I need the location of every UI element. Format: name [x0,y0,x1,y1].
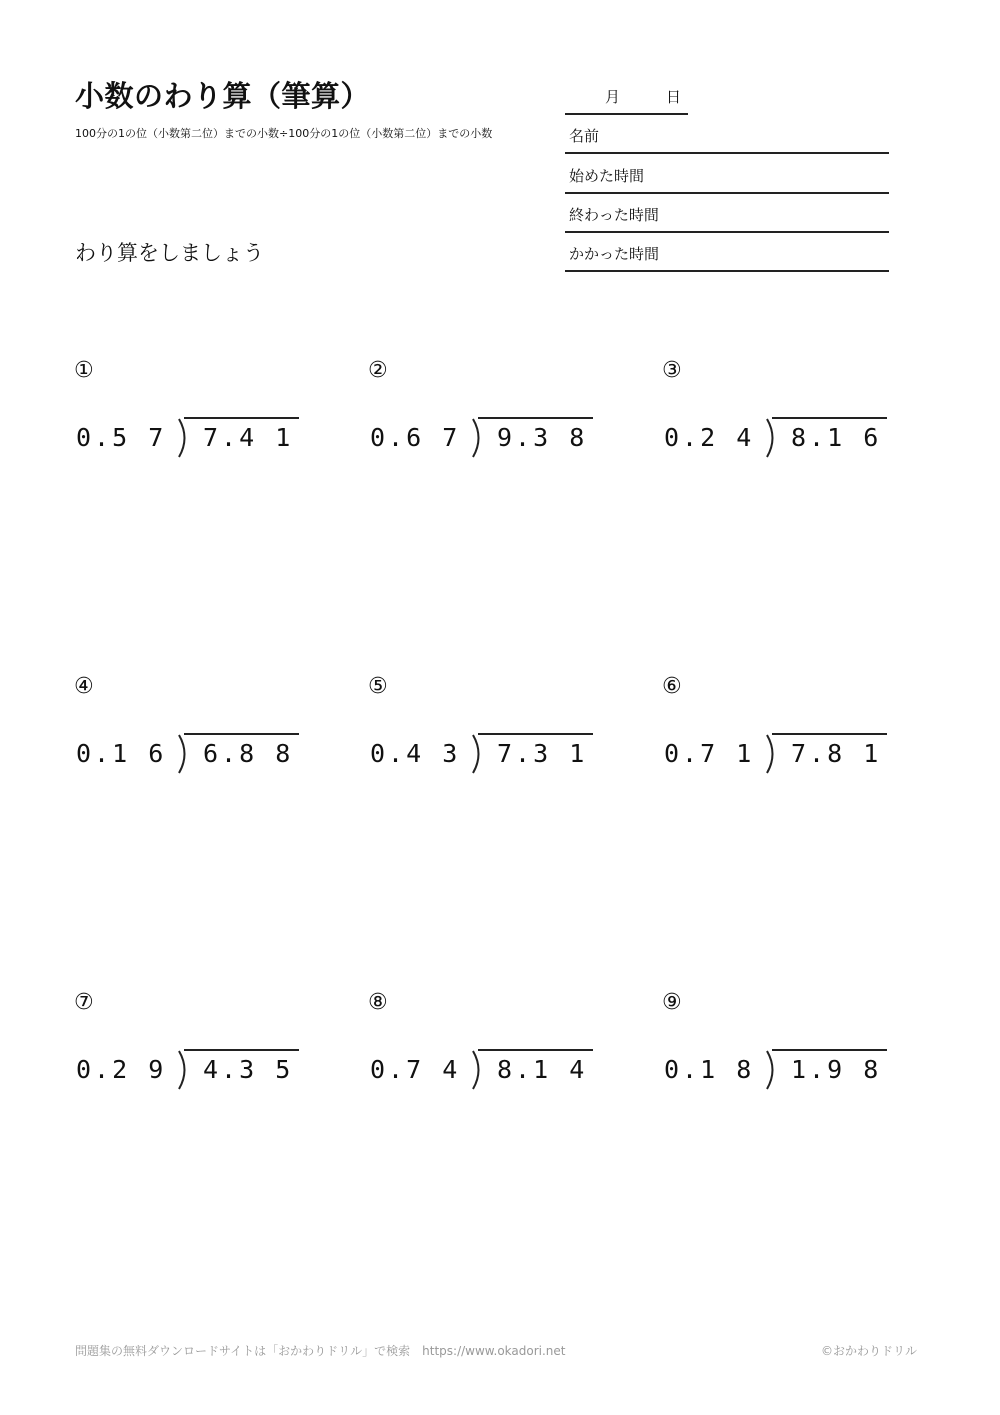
dividend: 7.8 1 [791,739,882,768]
dividend: 8.1 4 [497,1055,588,1084]
division-bracket [177,418,191,458]
division-bracket [471,734,485,774]
problem-number: ⑤ [368,674,388,699]
end-time-field[interactable] [565,193,889,233]
dividend: 6.8 8 [203,739,294,768]
divisor: 0.2 4 [664,423,755,452]
dividend: 8.1 6 [791,423,882,452]
divisor: 0.7 1 [664,739,755,768]
start-time-label: 始めた時間 [569,167,645,185]
division-bracket [177,1050,191,1090]
name-label: 名前 [569,127,600,145]
divisor: 0.2 9 [76,1055,167,1084]
day-label: 日 [666,88,682,106]
problem-5 [368,674,608,784]
end-time-label: 終わった時間 [569,206,659,224]
division-bracket [177,734,191,774]
instruction-text: わり算をしましょう [75,241,264,265]
divisor: 0.4 3 [370,739,461,768]
footer-download-text: 問題集の無料ダウンロードサイトは「おかわりドリル」で検索 https://www.okadori.net [75,1344,566,1358]
dividend: 9.3 8 [497,423,588,452]
problem-number: ① [74,358,94,383]
division-bracket [765,1050,779,1090]
worksheet-title: 小数のわり算（筆算） [75,79,371,113]
date-field[interactable] [565,82,688,115]
elapsed-time-field[interactable] [565,232,889,272]
division-bar [772,1049,887,1051]
problem-7 [74,990,314,1100]
start-time-field[interactable] [565,154,889,194]
divisor: 0.1 6 [76,739,167,768]
problem-2 [368,358,608,468]
name-field[interactable] [565,114,889,154]
month-label: 月 [605,88,621,106]
elapsed-time-label: かかった時間 [569,245,660,263]
division-bar [184,733,299,735]
dividend: 4.3 5 [203,1055,294,1084]
dividend: 1.9 8 [791,1055,882,1084]
division-bar [478,417,593,419]
division-bracket [471,418,485,458]
problem-6 [662,674,902,784]
problem-number: ⑦ [74,990,94,1015]
problem-number: ③ [662,358,682,383]
worksheet-subtitle: 100分の1の位（小数第二位）までの小数÷100分の1の位（小数第二位）までの小数 [75,127,493,140]
divisor: 0.1 8 [664,1055,755,1084]
problem-number: ⑥ [662,674,682,699]
division-bar [184,1049,299,1051]
dividend: 7.3 1 [497,739,588,768]
divisor: 0.7 4 [370,1055,461,1084]
division-bar [772,733,887,735]
division-bracket [765,418,779,458]
divisor: 0.6 7 [370,423,461,452]
problem-1 [74,358,314,468]
division-bar [772,417,887,419]
problem-4 [74,674,314,784]
footer-copyright: ©おかわりドリル [820,1344,917,1358]
division-bracket [765,734,779,774]
problem-number: ⑧ [368,990,388,1015]
problem-number: ② [368,358,388,383]
dividend: 7.4 1 [203,423,294,452]
problem-3 [662,358,902,468]
division-bar [184,417,299,419]
problem-number: ⑨ [662,990,682,1015]
division-bar [478,1049,593,1051]
problem-9 [662,990,902,1100]
division-bracket [471,1050,485,1090]
divisor: 0.5 7 [76,423,167,452]
problem-number: ④ [74,674,94,699]
division-bar [478,733,593,735]
problem-8 [368,990,608,1100]
